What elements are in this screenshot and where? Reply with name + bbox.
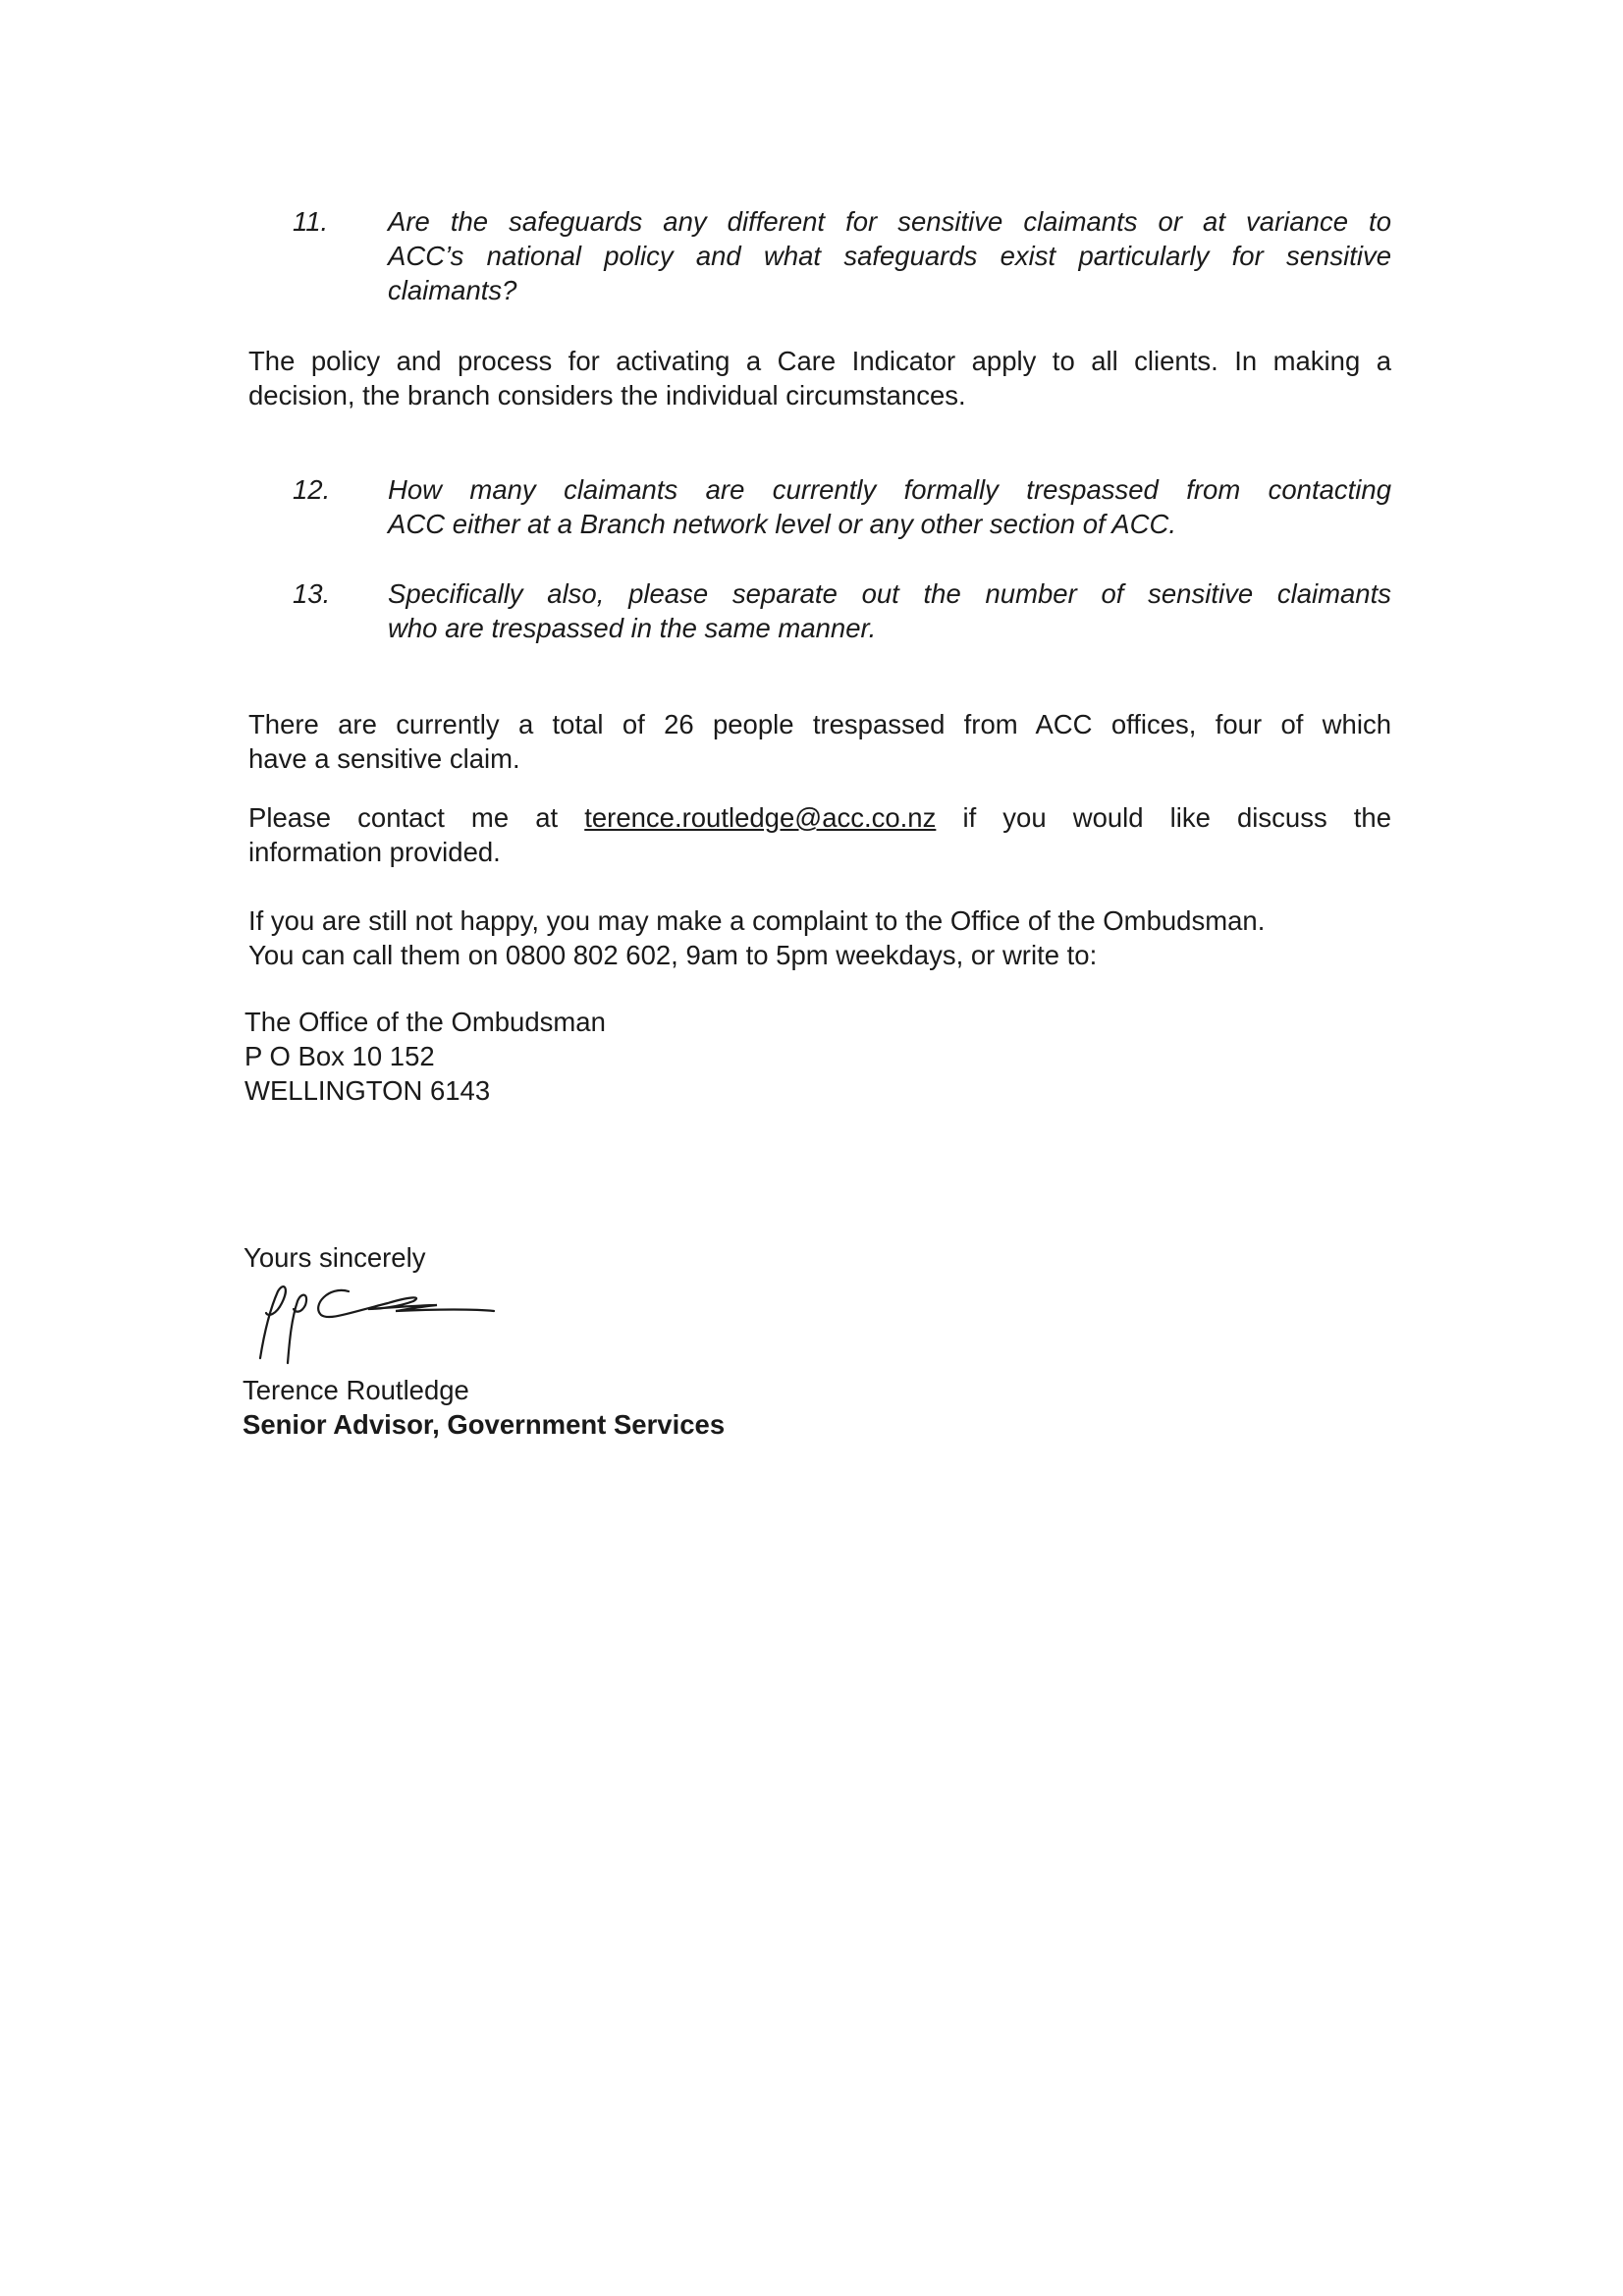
address-line: WELLINGTON 6143 xyxy=(244,1075,491,1106)
ombudsman-paragraph xyxy=(248,903,1391,972)
paragraph-line xyxy=(248,800,1391,835)
email-link[interactable]: terence.routledge@acc.co.nz xyxy=(584,802,937,833)
signature xyxy=(250,1280,565,1375)
question-number: 12. xyxy=(293,474,331,505)
paragraph-line: decision, the branch considers the individual circumstances. xyxy=(248,380,966,410)
question-line: who are trespassed in the same manner. xyxy=(388,613,877,643)
answer-12-13 xyxy=(248,707,1391,776)
address-line: The Office of the Ombudsman xyxy=(244,1007,606,1037)
answer-11 xyxy=(248,344,1391,412)
signer-block xyxy=(243,1373,1385,1442)
signer-title: Senior Advisor, Government Services xyxy=(243,1409,726,1440)
question-line: Are the safeguards any different for sensitive claimants or at variance to xyxy=(388,206,1391,237)
question-number: 11. xyxy=(293,206,329,237)
signer-name: Terence Routledge xyxy=(243,1375,469,1405)
question-line: claimants? xyxy=(388,275,517,305)
closing-text: Yours sincerely xyxy=(243,1242,426,1273)
closing xyxy=(243,1240,1386,1275)
question-line: Specifically also, please separate out the number of sensitive claimants xyxy=(388,578,1391,609)
paragraph-line: If you are still not happy, you may make a complaint to the Office of the Ombudsman. xyxy=(248,905,1266,936)
question-line: ACC’s national policy and what safeguards exist particularly for sensitive xyxy=(388,241,1391,271)
question-line: How many claimants are currently formally trespassed from contacting xyxy=(388,474,1391,505)
paragraph-line: The policy and process for activating a Care Indicator apply to all clients. In making a xyxy=(248,346,1391,376)
question-number: 13. xyxy=(293,578,331,609)
paragraph-line: have a sensitive claim. xyxy=(248,743,520,774)
paragraph-line: You can call them on 0800 802 602, 9am to 5pm weekdays, or write to: xyxy=(248,940,1098,970)
address-block xyxy=(244,1005,1387,1108)
paragraph-line: There are currently a total of 26 people trespassed from ACC offices, four of which xyxy=(248,709,1391,739)
contact-text: if you would like discuss the xyxy=(962,802,1392,833)
address-line: P O Box 10 152 xyxy=(244,1041,435,1071)
contact-paragraph xyxy=(248,800,1391,869)
paragraph-line: information provided. xyxy=(248,837,501,867)
contact-text: Please contact me at xyxy=(248,802,559,833)
question-line: ACC either at a Branch network level or any other section of ACC. xyxy=(388,509,1176,539)
